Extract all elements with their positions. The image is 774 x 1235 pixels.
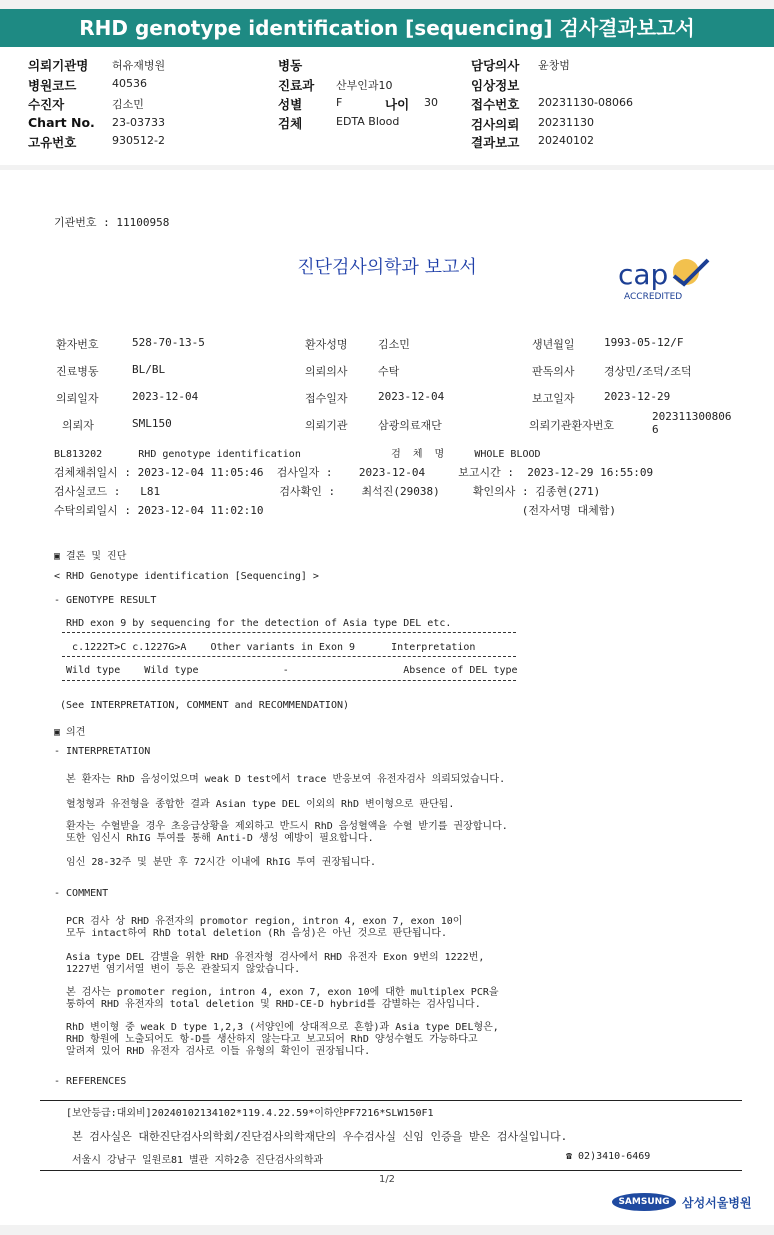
field-label-institution-patient-no: 의뢰기관환자번호 xyxy=(529,419,615,432)
interpretation-text: 혈청형과 유전형을 종합한 결과 Asian type DEL 이외의 RhD 변이형으로 판단됨. xyxy=(54,799,455,810)
interpretation-text: 환자는 수혈받을 경우 초응급상황을 제외하고 반드시 RhD 음성혈액을 수혈 받기를 권장합니다. xyxy=(54,821,508,832)
value-request-date: 20231130 xyxy=(538,116,594,129)
field-label-birthdate: 생년월일 xyxy=(532,338,575,351)
comment-text: Asia type DEL 감별을 위한 RHD 유전자형 검사에서 RHD 유전자 Exon 9번의 1222번, xyxy=(54,952,485,963)
test-info-line: 검체채취일시 : 2023-12-04 11:05:46 검사일자 : 2023-12-04 보고시간 : 2023-12-29 16:55:09 xyxy=(54,466,654,479)
cap-logo-subtext: ACCREDITED xyxy=(624,292,683,302)
value-requesting-institution: 허유재병원 xyxy=(112,59,166,72)
footer-divider xyxy=(40,1170,742,1171)
comment-text: PCR 검사 상 RHD 유전자의 promotor region, intron 4, exon 7, exon 10이 xyxy=(54,916,463,927)
field-value-referring-doctor: 수탁 xyxy=(378,365,400,378)
label-hospital-code: 병원코드 xyxy=(28,78,77,93)
hospital-name: 삼성서울병원 xyxy=(682,1196,752,1210)
comment-text: 1227번 염기서열 변이 등은 관찰되지 않았습니다. xyxy=(54,964,301,975)
label-unique-no: 고유번호 xyxy=(28,135,77,150)
security-line: [보안등급:대외비]20240102134102*119.4.22.59*이하얀PF7216*SLW150F1 xyxy=(66,1108,434,1119)
lab-address: 서울시 강남구 일원로81 별관 지하2층 진단검사의학과 xyxy=(72,1155,324,1166)
table-divider xyxy=(62,656,516,657)
field-value-birthdate: 1993-05-12/F xyxy=(604,336,684,349)
label-physician: 담당의사 xyxy=(471,58,520,73)
references-heading: - REFERENCES xyxy=(54,1076,127,1087)
label-specimen: 검체 xyxy=(278,116,303,131)
field-value-requesting-institution: 삼광의료재단 xyxy=(378,419,442,432)
label-clinical-info: 임상정보 xyxy=(471,78,520,93)
section-opinion-heading: ▣ 의견 xyxy=(54,727,86,738)
patient-info-panel xyxy=(0,47,774,165)
comment-heading: - COMMENT xyxy=(54,888,109,899)
value-unique-no: 930512-2 xyxy=(112,134,165,147)
lab-phone: ☎ 02)3410-6469 xyxy=(566,1151,651,1162)
test-info-line: 수탁의뢰일시 : 2023-12-04 11:02:10 (전자서명 대체함) xyxy=(54,504,616,517)
report-page xyxy=(0,170,774,1225)
table-divider xyxy=(62,680,516,681)
field-label-report-date: 보고일자 xyxy=(532,392,575,405)
label-accession-no: 접수번호 xyxy=(471,97,520,112)
genotype-result-heading: - GENOTYPE RESULT xyxy=(54,595,157,606)
comment-text: 모두 intact하여 RhD total deletion (Rh 음성)은 아닌 것으로 판단됩니다. xyxy=(54,928,447,939)
field-value-ward: BL/BL xyxy=(132,363,166,376)
field-value-patient-name: 김소민 xyxy=(378,338,410,351)
cap-accredited-logo xyxy=(616,254,716,302)
label-request-date: 검사의뢰 xyxy=(471,117,520,132)
value-department: 산부인과10 xyxy=(336,79,393,92)
value-hospital-code: 40536 xyxy=(112,77,147,90)
genotype-description: RHD exon 9 by sequencing for the detection of Asia type DEL etc. xyxy=(54,618,452,629)
field-label-ward: 진료병동 xyxy=(56,365,99,378)
value-physician: 윤창범 xyxy=(538,59,570,72)
value-sex: F xyxy=(336,96,343,109)
label-patient: 수진자 xyxy=(28,97,65,112)
field-value-reading-doctor: 경상민/조덕/조덕 xyxy=(604,365,692,378)
value-chart-no: 23-03733 xyxy=(112,116,165,129)
test-info-line: BL813202 RHD genotype identification 검 체 명 WHOLE BLOOD xyxy=(54,449,541,460)
samsung-logo: SAMSUNG xyxy=(612,1193,676,1211)
field-label-requesting-institution: 의뢰기관 xyxy=(305,419,348,432)
footer-divider xyxy=(40,1100,742,1101)
label-ward: 병동 xyxy=(278,58,303,73)
table-divider xyxy=(62,632,516,633)
report-heading: 진단검사의학과 보고서 xyxy=(297,257,477,278)
certification-text: 본 검사실은 대한진단검사의학회/진단검사의학재단의 우수검사실 신임 인증을 받은 검사실입니다. xyxy=(72,1130,568,1143)
label-chart-no: Chart No. xyxy=(28,115,95,130)
value-accession-no: 20231130-08066 xyxy=(538,96,633,109)
field-value-report-date: 2023-12-29 xyxy=(604,390,671,403)
comment-text: 알려져 있어 RHD 유전자 검사로 이들 유형의 확인이 권장됩니다. xyxy=(54,1046,371,1057)
value-result-report: 20240102 xyxy=(538,134,594,147)
label-requesting-institution: 의뢰기관명 xyxy=(28,58,89,73)
comment-text: 본 검사는 promoter region, intron 4, exon 7, exon 10에 대한 multiplex PCR을 xyxy=(54,987,499,998)
label-department: 진료과 xyxy=(278,78,315,93)
field-value-institution-patient-no: 2023113008066 xyxy=(652,410,732,436)
test-info-line: 검사실코드 : L81 검사확인 : 최석진(29038) 확인의사 : 김종현(271) xyxy=(54,485,601,498)
field-value-receipt-date: 2023-12-04 xyxy=(378,390,445,403)
test-name-line: < RHD Genotype identification [Sequencing] > xyxy=(54,571,319,582)
field-value-patient-no: 528-70-13-5 xyxy=(132,336,205,349)
section-conclusion-heading: ▣ 결론 및 진단 xyxy=(54,551,127,562)
comment-text: RhD 변이형 중 weak D type 1,2,3 (서양인에 상대적으로 흔함)과 Asia type DEL형은, xyxy=(54,1022,499,1033)
label-result-report: 결과보고 xyxy=(471,135,520,150)
see-note: (See INTERPRETATION, COMMENT and RECOMMENDATION) xyxy=(54,700,350,711)
field-label-requester: 의뢰자 xyxy=(62,419,94,432)
result-table-header: c.1222T>C c.1227G>A Other variants in Exon 9 Interpretation xyxy=(54,642,476,653)
field-label-referring-doctor: 의뢰의사 xyxy=(305,365,348,378)
field-label-request-date: 의뢰일자 xyxy=(56,392,99,405)
field-value-request-date: 2023-12-04 xyxy=(132,390,199,403)
label-sex: 성별 xyxy=(278,97,303,112)
interpretation-text: 본 환자는 RhD 음성이었으며 weak D test에서 trace 반응보여 유전자검사 의뢰되었습니다. xyxy=(54,774,506,785)
interpretation-heading: - INTERPRETATION xyxy=(54,746,151,757)
interpretation-text: 임신 28-32주 및 분만 후 72시간 이내에 RhIG 투여 권장됩니다. xyxy=(54,857,377,868)
field-label-reading-doctor: 판독의사 xyxy=(532,365,575,378)
institution-number: 기관번호 : 11100958 xyxy=(54,216,170,229)
field-value-requester: SML150 xyxy=(132,417,172,430)
interpretation-text: 또한 임신시 RhIG 투여를 통해 Anti-D 생성 예방이 필요합니다. xyxy=(54,833,374,844)
comment-text: 통하여 RHD 유전자의 total deletion 및 RHD-CE-D hybrid를 감별하는 검사입니다. xyxy=(54,999,481,1010)
value-specimen: EDTA Blood xyxy=(336,115,400,128)
value-patient: 김소민 xyxy=(112,98,144,111)
field-label-patient-name: 환자성명 xyxy=(305,338,348,351)
field-label-receipt-date: 접수일자 xyxy=(305,392,348,405)
value-age: 30 xyxy=(424,96,438,109)
comment-text: RHD 항원에 노출되어도 항-D를 생산하지 않는다고 보고되어 RhD 양성수혈도 가능하다고 xyxy=(54,1034,478,1045)
page-number: 1/2 xyxy=(378,1174,396,1185)
report-title-banner: RHD genotype identification [sequencing] 검사결과보고서 xyxy=(0,9,774,47)
result-table-row: Wild type Wild type - Absence of DEL type xyxy=(54,665,518,676)
cap-logo-text: cap xyxy=(618,258,669,291)
field-label-patient-no: 환자번호 xyxy=(56,338,99,351)
label-age: 나이 xyxy=(385,97,410,112)
